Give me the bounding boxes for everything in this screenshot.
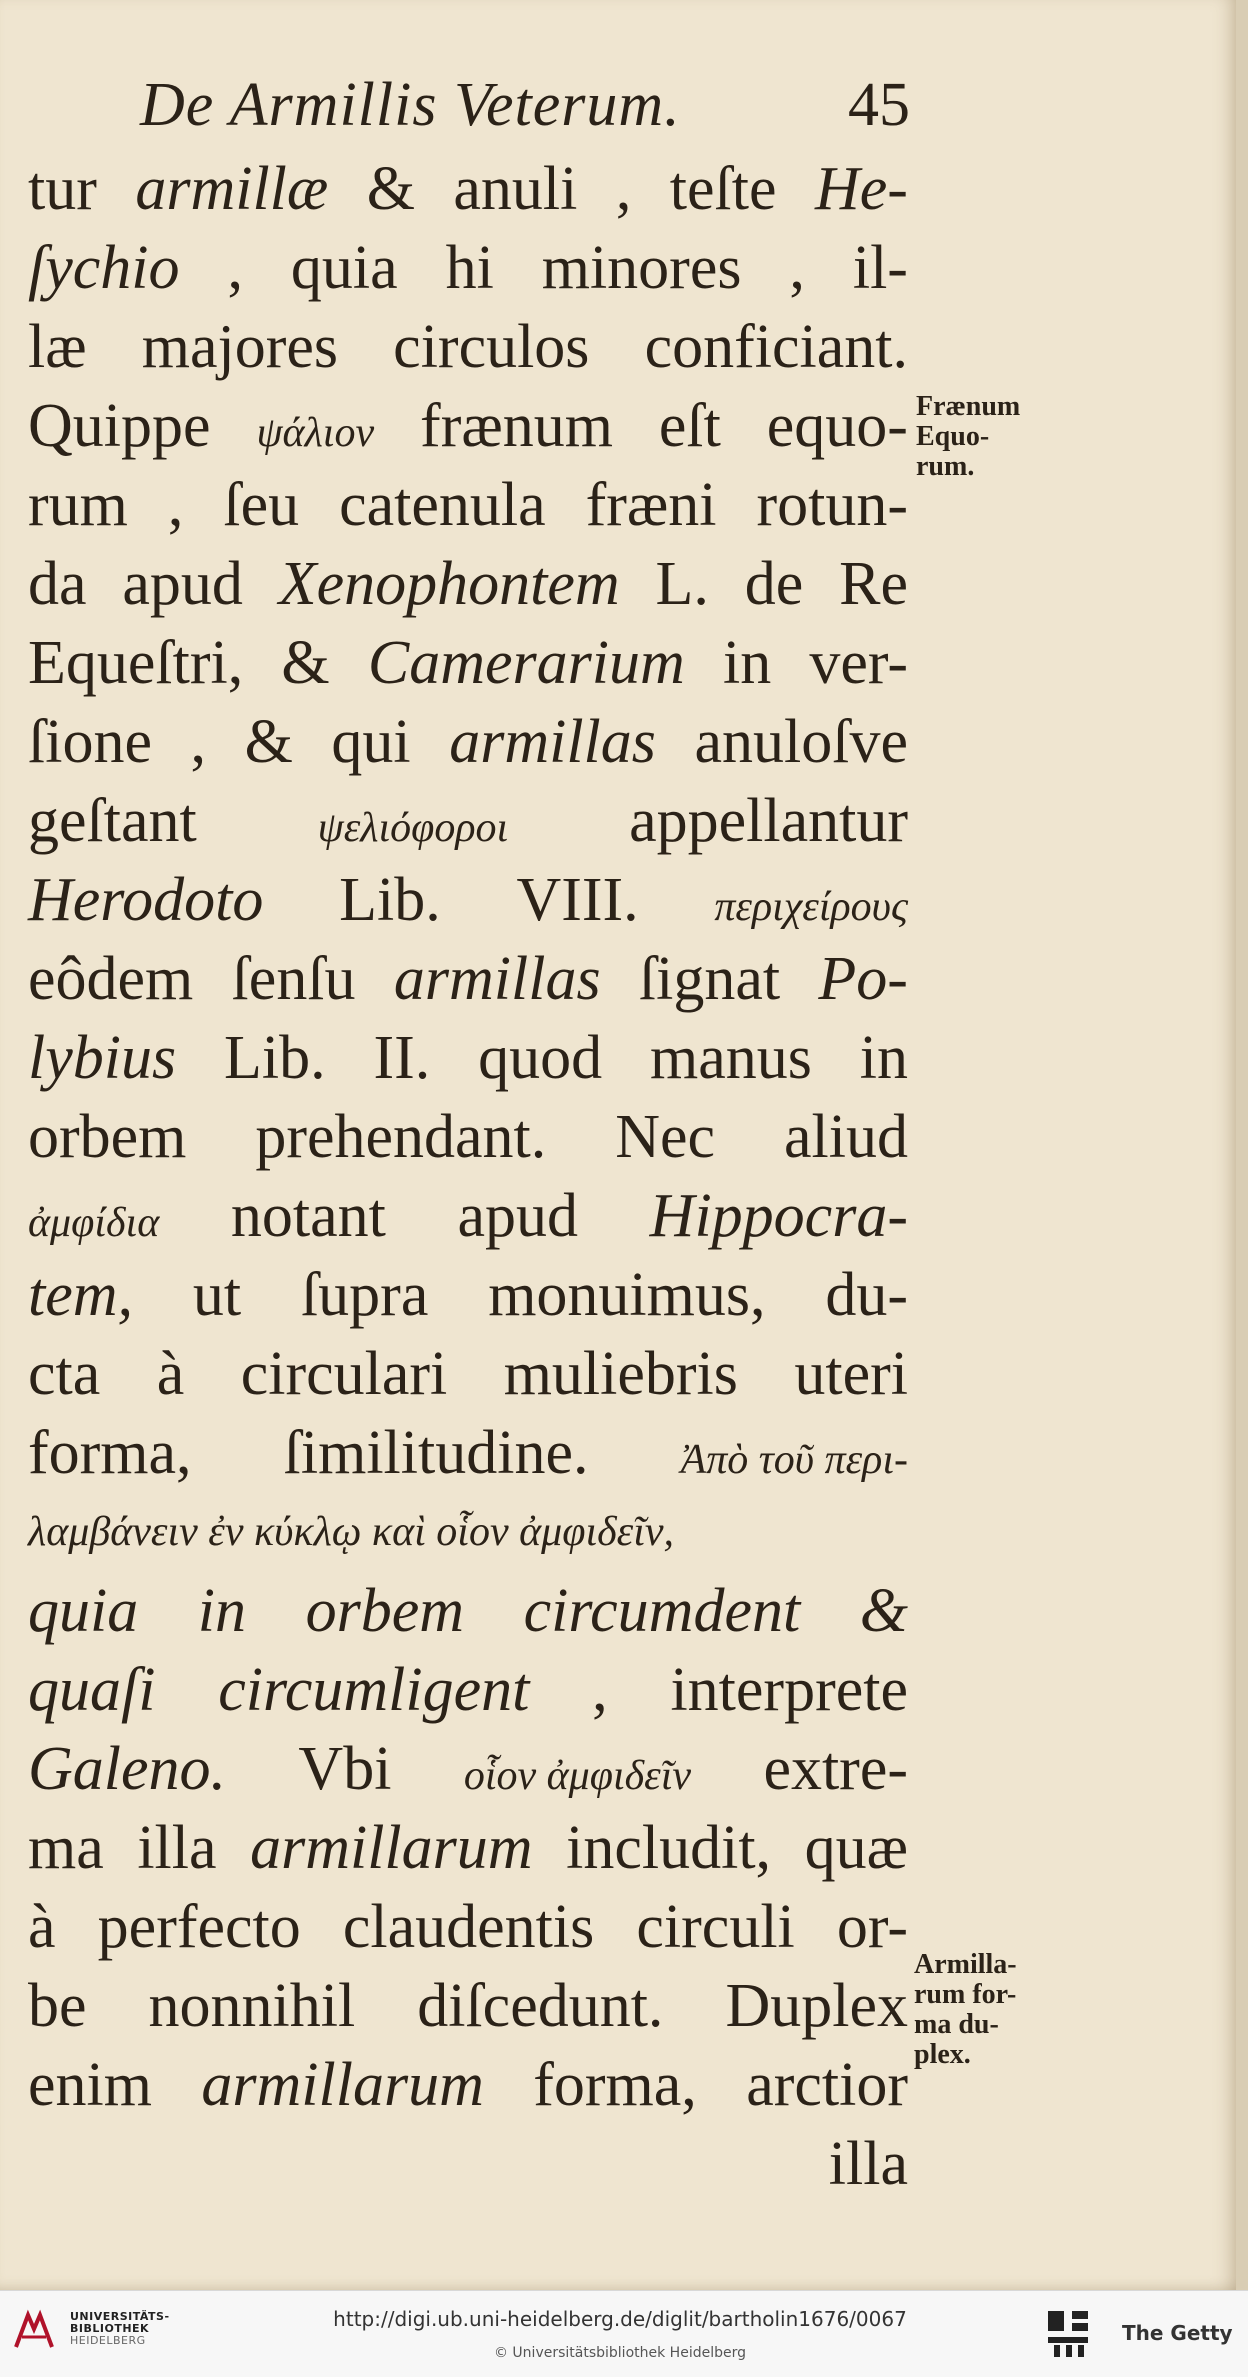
word: fræni (585, 471, 717, 539)
word: tem, (28, 1261, 134, 1329)
margin-note-armillarum (914, 1950, 1017, 2070)
word: ſione (28, 708, 152, 776)
word: prehendant. (255, 1103, 547, 1171)
word: teſte (669, 155, 777, 223)
word: & (366, 155, 415, 223)
university-library-logo-icon (12, 2307, 58, 2353)
word: Equeſtri, (28, 629, 244, 697)
word: illa (828, 2130, 908, 2198)
word: à (28, 1893, 56, 1961)
word: anuli (453, 155, 578, 223)
word: il- (852, 234, 908, 302)
word: notant (230, 1182, 386, 1250)
word: orbem (305, 1577, 465, 1645)
partner-name: The Getty (1122, 2321, 1233, 2345)
word: enim (28, 2051, 152, 2119)
word: ſignat (638, 945, 781, 1013)
word: circulos (393, 313, 590, 381)
word: extre- (763, 1735, 908, 1803)
text-line (28, 2046, 908, 2125)
margin-note-line: plex. (914, 2039, 971, 2070)
getty-logo-icon (1046, 2309, 1092, 2359)
word: claudentis (342, 1893, 595, 1961)
text-line (28, 861, 908, 940)
word: forma, (28, 1419, 192, 1487)
text-line (28, 1967, 908, 2046)
word: diſcedunt. (417, 1972, 664, 2040)
word: conficiant. (644, 313, 908, 381)
word: ſimilitudine. (283, 1419, 589, 1487)
word: minores (541, 234, 742, 302)
word: rum (28, 471, 128, 539)
footer-bar (0, 2290, 1248, 2377)
word: , (167, 471, 184, 539)
word: ſychio (28, 234, 180, 302)
text-line (28, 1177, 908, 1256)
text-line (28, 545, 908, 624)
word: & (859, 1577, 908, 1645)
text-line (28, 1335, 908, 1414)
text-line (28, 2125, 908, 2204)
word: armillas (449, 708, 656, 776)
text-line (28, 229, 908, 308)
word: Camerarium (367, 629, 685, 697)
word: forma, (533, 2051, 697, 2119)
word: Quippe (28, 392, 211, 460)
greek-word: λαμβάνειν ἐν κύκλῳ καὶ οἷον ἀμφιδεῖν, (28, 1509, 675, 1555)
word: , (789, 234, 805, 302)
word: quæ (804, 1814, 908, 1882)
copyright-text: © Universitätsbibliothek Heidelberg (493, 2345, 746, 2361)
word: circumligent (218, 1656, 530, 1724)
page-edge (1236, 0, 1248, 2290)
word: Lib. (223, 1024, 326, 1092)
text-line (28, 703, 908, 782)
text-line (28, 1809, 908, 1888)
text-line (28, 1098, 908, 1177)
word: Re (839, 550, 908, 618)
word: Hippocra- (649, 1182, 908, 1250)
word: , (227, 234, 243, 302)
word: manus (650, 1024, 812, 1092)
text-line (28, 1019, 908, 1098)
word: Xenophontem (278, 550, 620, 618)
word: orbem (28, 1103, 187, 1171)
word: quod (478, 1024, 603, 1092)
text-line (28, 1888, 908, 1967)
word: Herodoto (28, 866, 264, 934)
word: Duplex (725, 1972, 908, 2040)
margin-note-fraenum (916, 392, 1020, 482)
word: eôdem (28, 945, 194, 1013)
word: II. (373, 1024, 431, 1092)
word: ma (28, 1814, 104, 1882)
word: quaſi (28, 1656, 156, 1724)
word: circulari (240, 1340, 448, 1408)
text-line (28, 1414, 908, 1493)
text-line (28, 1493, 908, 1572)
word: & (281, 629, 330, 697)
word: VIII. (516, 866, 639, 934)
word: ſeu (223, 471, 300, 539)
word: Lib. (339, 866, 441, 934)
greek-word: ψάλιον (256, 410, 375, 456)
text-line (28, 308, 908, 387)
word: catenula (339, 471, 546, 539)
word: lybius (28, 1024, 177, 1092)
word: circuli (636, 1893, 795, 1961)
word: armillarum (250, 1814, 533, 1882)
word: du- (825, 1261, 908, 1329)
greek-word: ἀμφίδια (28, 1200, 160, 1246)
word: qui (331, 708, 411, 776)
word: appellantur (629, 787, 908, 855)
word: in (197, 1577, 247, 1645)
word: da (28, 550, 87, 618)
word: , (592, 1656, 608, 1724)
word: monuimus, (488, 1261, 766, 1329)
word: be (28, 1972, 87, 2040)
word: perfecto (97, 1893, 301, 1961)
source-url[interactable]: http://digi.ub.uni-heidelberg.de/diglit/bartholin1676/0067 (333, 2307, 907, 2331)
word: majores (141, 313, 339, 381)
text-line (28, 466, 908, 545)
word: ſenſu (231, 945, 356, 1013)
word: ſupra (300, 1261, 429, 1329)
word: ver- (809, 629, 908, 697)
margin-note-line: Armilla- (914, 1949, 1017, 1980)
word: eſt (658, 392, 721, 460)
greek-word: Ἀπὸ τοῦ περι- (680, 1437, 908, 1483)
margin-note-line: Frænum (916, 391, 1021, 422)
word: tur (28, 155, 97, 223)
text-line (28, 1730, 908, 1809)
word: circumdent (523, 1577, 801, 1645)
text-line (28, 624, 908, 703)
word: interprete (670, 1656, 908, 1724)
word: Vbi (298, 1735, 392, 1803)
greek-word: περιχείρους (714, 884, 908, 930)
word: , (615, 155, 632, 223)
word: Po- (818, 945, 908, 1013)
word: rotun- (756, 471, 908, 539)
word: Nec (615, 1103, 716, 1171)
body-text (28, 150, 908, 2204)
word: quia (28, 1577, 139, 1645)
word: læ (28, 313, 87, 381)
word: cta (28, 1340, 101, 1408)
text-line (28, 940, 908, 1019)
text-line (28, 782, 908, 861)
word: nonnihil (148, 1972, 356, 2040)
word: Galeno. (28, 1735, 227, 1803)
greek-word: ψελιόφοροι (317, 805, 509, 851)
margin-note-line: Equo- (916, 421, 990, 452)
library-name: UNIVERSITÄTS- BIBLIOTHEK HEIDELBERG (70, 2310, 170, 2347)
text-line (28, 150, 908, 229)
word: in (722, 629, 772, 697)
word: armillæ (135, 155, 329, 223)
margin-note-line: rum. (916, 451, 975, 482)
word: frænum (420, 392, 613, 460)
word: armillas (393, 945, 601, 1013)
word: hi (445, 234, 494, 302)
word: apud (122, 550, 243, 618)
word: or- (836, 1893, 908, 1961)
word: arctior (746, 2051, 908, 2119)
page-header (140, 62, 910, 152)
word: aliud (784, 1103, 908, 1171)
word: includit, (566, 1814, 772, 1882)
word: illa (137, 1814, 217, 1882)
word: He- (814, 155, 908, 223)
word: geſtant (28, 787, 197, 855)
word: L. (655, 550, 709, 618)
word: ut (192, 1261, 242, 1329)
word: muliebris (503, 1340, 738, 1408)
margin-note-line: rum for- (914, 1979, 1017, 2010)
text-line (28, 1256, 908, 1335)
word: uteri (794, 1340, 908, 1408)
word: equo- (766, 392, 908, 460)
word: apud (457, 1182, 579, 1250)
word: à (156, 1340, 185, 1408)
text-line (28, 387, 908, 466)
word: in (859, 1024, 908, 1092)
word: armillarum (201, 2051, 484, 2119)
word: quia (290, 234, 398, 302)
running-title: De Armillis Veterum. (140, 71, 681, 139)
word: anuloſve (694, 708, 908, 776)
word: , (190, 708, 207, 776)
page-number: 45 (848, 71, 910, 139)
margin-note-line: ma du- (914, 2009, 999, 2040)
word: & (244, 708, 293, 776)
word: de (744, 550, 804, 618)
text-line (28, 1572, 908, 1651)
text-line (28, 1651, 908, 1730)
greek-word: οἷον ἀμφιδεῖν (463, 1753, 692, 1799)
